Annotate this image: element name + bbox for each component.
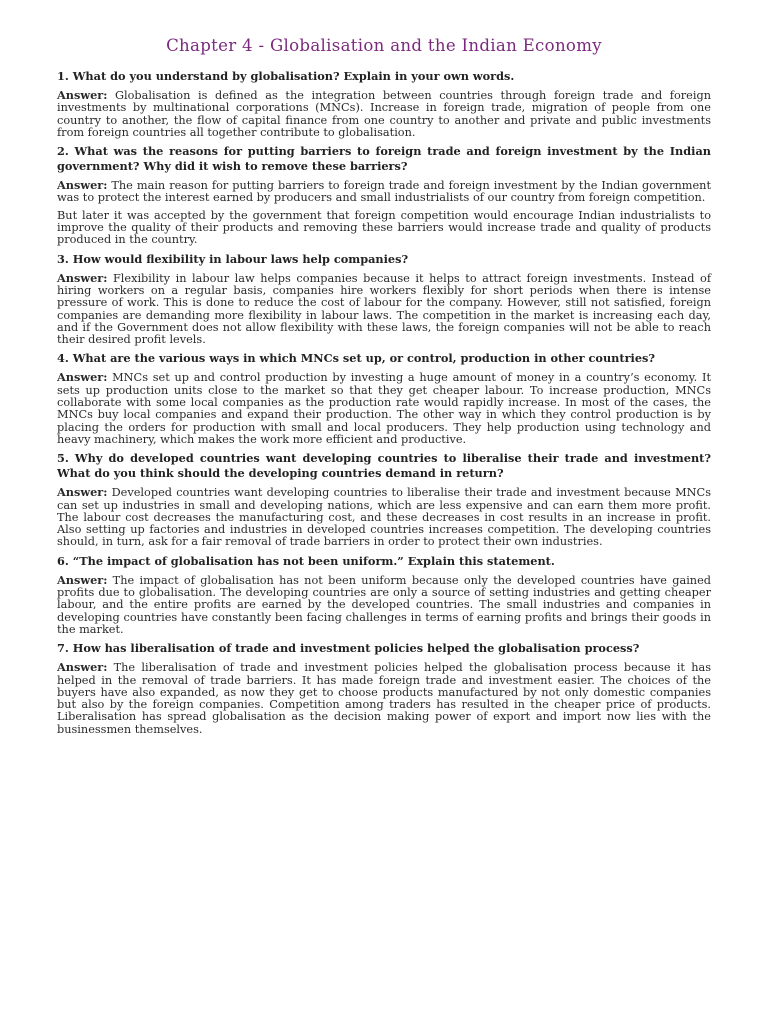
answer-1 <box>57 89 711 139</box>
question-6: 6. “The impact of globalisation has not been uniform.” Explain this statement. <box>57 553 555 568</box>
answer-text: The liberalisation of trade and investment policies helped the globalisation process because it has helped in the removal of trade barriers. It has made foreign trade and investment easier. The choices of the buyers have also expanded, as now they get to choose products manufactured by not only domestic companies but also by the foreign companies. Competition among traders has resulted in the cheaper price of products. Liberalisation has spread globalisation as the decision making power of export and import now lies with the businessmen themselves. <box>57 661 712 736</box>
question-2: 2. What was the reasons for putting barriers to foreign trade and foreign investment by the Indian government? Why did it wish to remove these barriers? <box>57 144 711 174</box>
page-title: Chapter 4 - Globalisation and the Indian Economy <box>166 36 602 55</box>
answer-text: The main reason for putting barriers to foreign trade and foreign investment by the Indian government was to protect the interest earned by producers and small industrialists of our country from foreign competition. <box>57 179 711 205</box>
qa-block-3 <box>57 252 711 347</box>
qa-block-7 <box>57 641 711 736</box>
qa-block-1 <box>57 69 711 139</box>
answer-text: Developed countries want developing countries to liberalise their trade and investment because MNCs can set up industries in small and developing nations, which are less expensive and can earn them more profit. The labour cost decreases the manufacturing cost, and these decreases in cost results in an increase in profit. Also setting up factories and industries in developed countries increases competition. The developing countries should, in turn, ask for a fair removal of trade barriers in order to protect their own industries. <box>57 486 711 549</box>
qa-block-2 <box>57 144 711 246</box>
question-5: 5. Why do developed countries want developing countries to liberalise their trade and investment? What do you think should the developing countries demand in return? <box>57 451 711 481</box>
answer-text: Flexibility in labour law helps companies because it helps to attract foreign investments. Instead of hiring workers on a regular basis, companies hire workers flexibly for short periods when there is intense pressure of work. This is done to reduce the cost of labour for the company. However, still not satisfied, foreign companies are demanding more flexibility in labour laws. The competition in the market is increasing each day, and if the Government does not allow flexibility with these laws, the foreign companies will not be able to reach their desired profit levels. <box>57 271 712 347</box>
answer-4 <box>57 371 711 446</box>
answer-3 <box>57 272 711 347</box>
answer-label: Answer: <box>57 270 108 285</box>
answer-label: Answer: <box>57 572 108 587</box>
answer-label: Answer: <box>57 88 108 102</box>
answer-label: Answer: <box>57 178 108 193</box>
answer-label: Answer: <box>57 660 108 675</box>
question-7: 7. How has liberalisation of trade and investment policies helped the globalisation process? <box>57 641 640 656</box>
qa-block-4 <box>57 351 711 446</box>
answer-7 <box>57 661 711 736</box>
answer-6 <box>57 574 711 636</box>
qa-block-6 <box>57 554 711 636</box>
question-3: 3. How would flexibility in labour laws help companies? <box>57 251 409 266</box>
answer-2 <box>57 179 711 205</box>
answer-5 <box>57 486 711 548</box>
answer-2-continuation: But later it was accepted by the government that foreign competition would encourage Indian industrialists to improve the quality of their products and removing these barriers would increase trade and quality of products produced in the country. <box>57 208 711 247</box>
question-4: 4. What are the various ways in which MNCs set up, or control, production in other countries? <box>57 351 656 366</box>
answer-text: Globalisation is defined as the integration between countries through foreign trade and foreign investments by multinational corporations (MNCs). Increase in foreign trade, migration of people from one country to another, the flow of capital finance from one country to another and private and public investments from foreign countries all together contribute to globalisation. <box>57 89 711 139</box>
question-1: 1. What do you understand by globalisation? Explain in your own words. <box>57 69 515 83</box>
answer-text: MNCs set up and control production by investing a huge amount of money in a country’s economy. It sets up production units close to the market so that they get cheaper labour. To increase production, MNCs collaborate with some local companies as the production rate would rapidly increase. In most of the cases, the MNCs buy local companies and expand their production. The other way in which they control production is by placing the orders for production with small and local producers. They help production using technology and heavy machinery, which makes the work more efficient and productive. <box>57 371 711 446</box>
qa-block-5 <box>57 451 711 548</box>
answer-text: The impact of globalisation has not been uniform because only the developed countries have gained profits due to globalisation. The developing countries are only a source of setting industries and getting cheaper labour, and the entire profits are earned by the developed countries. The small industries and companies in developing countries have constantly been facing challenges in terms of earning profits and brings their goods in the market. <box>57 573 711 636</box>
answer-label: Answer: <box>57 370 108 385</box>
answer-label: Answer: <box>57 485 108 500</box>
